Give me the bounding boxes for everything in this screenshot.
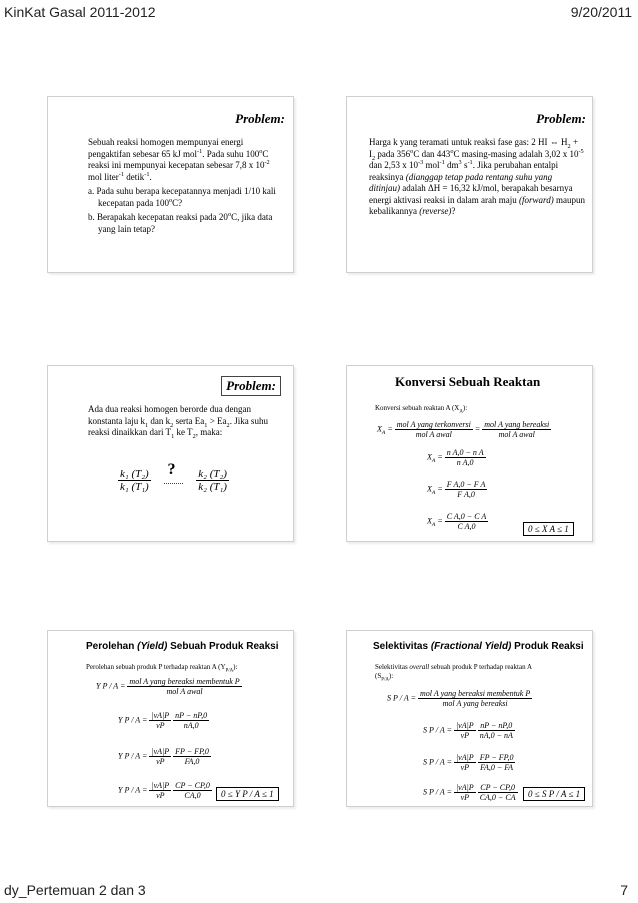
conversion-flow: $X_A$ = $\frac{\text{F A,0 − F A}}{\text{F A,0}}$ [427, 480, 486, 499]
slide-yield [47, 630, 294, 807]
slide-intro: Perolehan sebuah produk P terhadap reaktan A $(Y_{P/A})$: [86, 663, 238, 674]
slide-title: Problem: [536, 111, 586, 126]
yield-flow: Y P / A = $\frac{|\nu A|P}{\nu P}$ $\frac{FP - FP,0}{FA,0}$ [118, 747, 209, 766]
selectivity-flow: S P / A = $\frac{|\nu A|P}{\nu P}$ $\frac{FP - FP,0}{FA,0 - FA}$ [423, 753, 514, 772]
header-left: KinKat Gasal 2011-2012 [4, 4, 156, 20]
slide-text: Sebuah reaksi homogen mempunyai energi pengaktifan sebesar 65 kJ mol$^{-1}$. Pada suhu 100$^o$C reaksi ini mempunyai kecepatan sebesar 7,8 x $10^{-2}$ mol liter$^{-1}$ detik$^{-1}$. a. Pada suhu berapa kecepatannya menjadi 1/10 kali kecepatan pada 100$^o$C? b. Berapakah kecepatan reaksi pada 20$^o$C, jika data yang lain tetap? [88, 137, 283, 235]
slide-title: Konversi Sebuah Reaktan [395, 374, 541, 389]
slide-text: Ada dua reaksi homogen berorde dua dengan konstanta laju $k_1$ dan $k_2$ serta $Ea_1 > Ea_2$. Jika suhu reaksi dinaikkan dari $T_1$ ke $T_2$, maka: [88, 404, 268, 440]
conversion-bound: 0 ≤ X A ≤ 1 [523, 522, 574, 536]
yield-bound: 0 ≤ Y P / A ≤ 1 [216, 787, 279, 801]
yield-definition: Y P / A = $\frac{\text{mol A yang bereaksi membentuk P}}{\text{mol A awal}}$ [96, 677, 240, 696]
question-mark: ? [167, 460, 176, 478]
conversion-concentration: $X_A$ = $\frac{\text{C A,0 − C A}}{\text{C A,0}}$ [427, 512, 487, 531]
selectivity-moles: S P / A = $\frac{|\nu A|P}{\nu P}$ $\frac{nP - nP,0}{nA,0 - nA}$ [423, 721, 513, 740]
footer-right: 7 [620, 882, 628, 898]
question-a: a. Pada suhu berapa kecepatannya menjadi 1/10 kali kecepatan pada 100$^o$C? [88, 186, 276, 208]
slide-intro: Konversi sebuah reaktan A $(X_A)$: [375, 404, 468, 415]
slide-problem-1 [47, 96, 294, 273]
slide-title: Problem: [235, 111, 285, 126]
conversion-definition: $X_A$ = $\frac{\text{mol A yang terkonversi}}{\text{mol A awal}}$ = $\frac{\text{mol A yang bereaksi}}{\text{mol A awal}}$ [377, 420, 550, 439]
slide-selectivity [346, 630, 593, 807]
slide-title: Selektivitas (Fractional Yield) Produk Reaksi [373, 641, 584, 652]
rate-ratio-equation: $\frac{\text{k₁ (T₂)}}{\text{k₁ (T₁)}}$ ? .......... $\frac{\text{k₂ (T₂)}}{\text{k₂ (T₁)}}$ [120, 460, 227, 493]
slide-konversi [346, 365, 593, 542]
slide-problem-3 [47, 365, 294, 542]
selectivity-bound: 0 ≤ S P / A ≤ 1 [523, 787, 585, 801]
selectivity-concentration: S P / A = $\frac{|\nu A|P}{\nu P}$ $\frac{CP - CP,0}{CA,0 - CA}$ [423, 783, 516, 802]
slide-problem-2 [346, 96, 593, 273]
header-right: 9/20/2011 [570, 4, 632, 20]
conversion-moles: $X_A$ = $\frac{\text{n A,0 − n A}}{\text{n A,0}}$ [427, 448, 484, 467]
yield-moles: Y P / A = $\frac{|\nu A|P}{\nu P}$ $\frac{nP - nP,0}{nA,0}$ [118, 711, 208, 730]
slide-title: Problem: [221, 376, 281, 396]
yield-concentration: Y P / A = $\frac{|\nu A|P}{\nu P}$ $\frac{CP - CP,0}{CA,0}$ [118, 781, 210, 800]
footer-left: dy_Pertemuan 2 dan 3 [4, 882, 146, 898]
slide-title: Perolehan (Yield) Sebuah Produk Reaksi [86, 641, 279, 652]
slide-intro: Selektivitas overall sebuah produk P terhadap reaktan A $(S_{P/A})$: [375, 663, 532, 683]
question-b: b. Berapakah kecepatan reaksi pada 20$^o$C, jika data yang lain tetap? [88, 211, 273, 234]
slide-text: Harga k yang teramati untuk reaksi fase gas: 2 HI ⇔ $H_2 + I_2$ pada 356$^o$C dan 443$^o$C masing-masing adalah 3,02 x $10^{-5}$ dan 2,53 x $10^{-3}$ mol$^{-1}$ $dm^3$ $s^{-1}$. Jika perubahan entalpi reaksinya (dianggap tetap pada rentang suhu yang ditinjau) adalah ΔH = 16,32 kJ/mol, berapakah besarnya energi aktivasi reaksi in dalam arah maju (forward) maupun kebalikannya (reverse)? [369, 137, 585, 216]
selectivity-definition: S P / A = $\frac{\text{mol A yang bereaksi membentuk P}}{\text{mol A yang bereaksi}}$ [387, 689, 531, 708]
